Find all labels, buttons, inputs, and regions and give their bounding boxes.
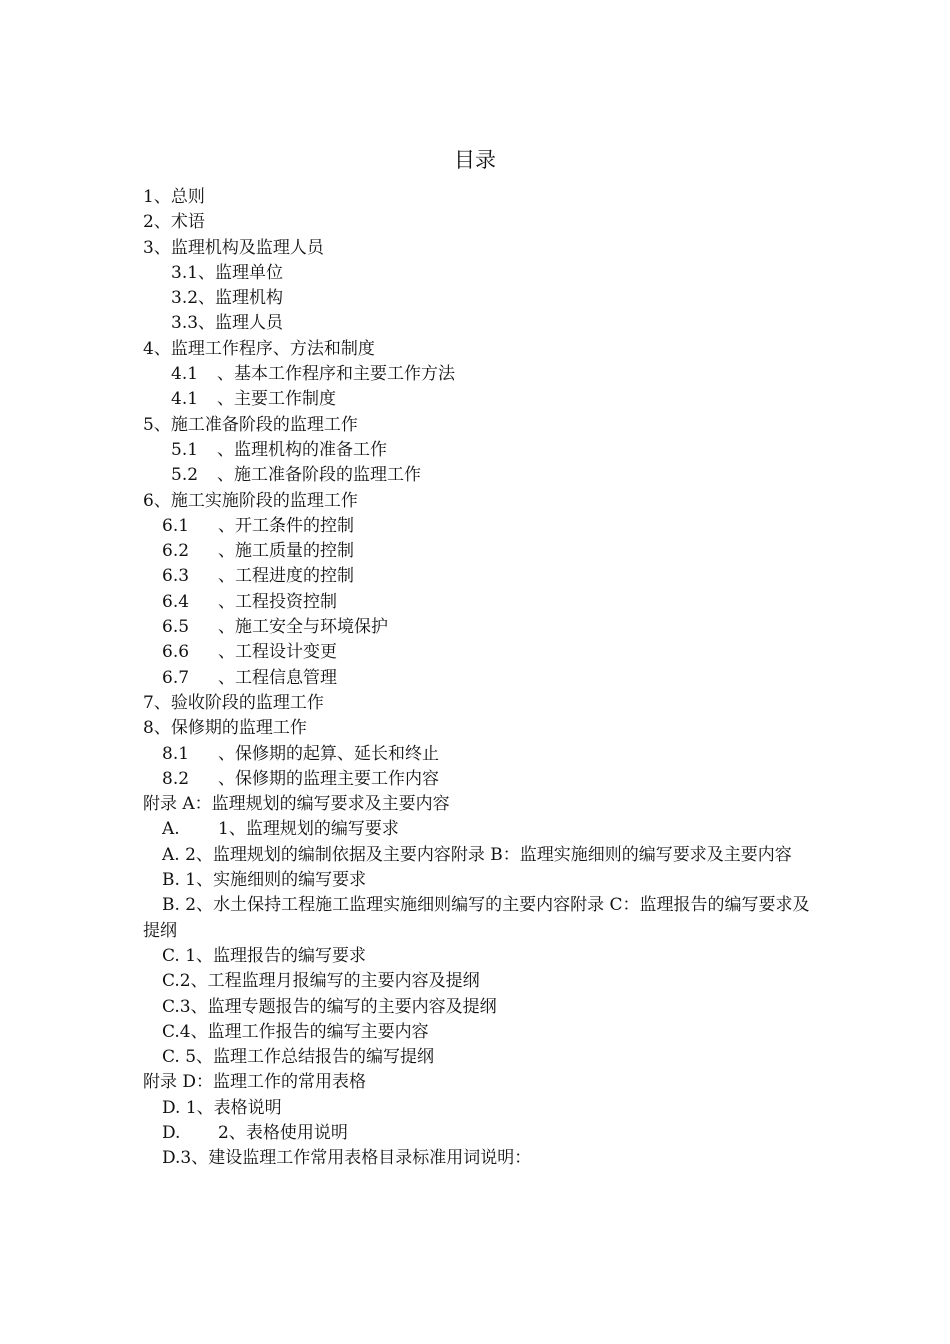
toc-number: A. <box>162 819 180 840</box>
toc-entry-6-7[interactable] <box>143 666 815 691</box>
toc-entry-1[interactable]: 1、总则 <box>143 187 205 207</box>
toc-entry-4-1b[interactable] <box>143 387 815 412</box>
toc-label: 、工程投资控制 <box>218 591 337 612</box>
toc-number: 5.2 <box>171 465 199 486</box>
toc-label: 、工程设计变更 <box>218 642 337 663</box>
toc-label: 、工程信息管理 <box>218 667 337 688</box>
toc-number: 8.2 <box>162 768 190 789</box>
toc-label: 、施工安全与环境保护 <box>218 617 388 638</box>
toc-entry-c-5[interactable]: C. 5、监理工作总结报告的编写提纲 <box>162 1047 435 1068</box>
toc-entry-8-2[interactable] <box>143 767 815 792</box>
toc-number: D. <box>162 1122 181 1143</box>
toc-entry-d-2[interactable] <box>143 1121 815 1146</box>
toc-entry-6-5[interactable] <box>143 615 815 640</box>
toc-entry-c-4[interactable]: C.4、监理工作报告的编写主要内容 <box>162 1021 429 1042</box>
toc-label: 、工程进度的控制 <box>218 566 354 587</box>
toc-entry-a-2[interactable]: A. 2、监理规划的编制依据及主要内容附录 B：监理实施细则的编写要求及主要内容 <box>162 844 792 865</box>
toc-entry-3-1[interactable]: 3.1、监理单位 <box>171 262 284 283</box>
toc-number: 6.1 <box>162 515 190 536</box>
toc-entry-c-2[interactable]: C.2、工程监理月报编写的主要内容及提纲 <box>162 971 480 992</box>
toc-entry-appendix-d[interactable]: 附录 D：监理工作的常用表格 <box>143 1072 367 1093</box>
toc-label: 、基本工作程序和主要工作方法 <box>217 364 455 385</box>
toc-entry-appendix-a[interactable]: 附录 A：监理规划的编写要求及主要内容 <box>143 794 450 815</box>
toc-entry-6-3[interactable] <box>143 564 815 589</box>
toc-entry-d-1[interactable]: D. 1、表格说明 <box>162 1097 282 1118</box>
toc-entry-6[interactable]: 6、施工实施阶段的监理工作 <box>143 490 358 511</box>
toc-label: 、开工条件的控制 <box>218 515 354 536</box>
toc-label: 2、表格使用说明 <box>218 1122 348 1143</box>
page-title: 目录 <box>454 148 496 172</box>
toc-entry-c-3[interactable]: C.3、监理专题报告的编写的主要内容及提纲 <box>162 996 497 1017</box>
toc-number: 6.6 <box>162 642 190 663</box>
toc-number: 5.1 <box>171 439 199 460</box>
toc-entry-3[interactable]: 3、监理机构及监理人员 <box>143 237 324 258</box>
toc-entry-c-1[interactable]: C. 1、监理报告的编写要求 <box>162 945 367 966</box>
toc-entry-a-1[interactable] <box>143 817 815 842</box>
toc-number: 6.3 <box>162 566 190 587</box>
toc-label: 1、监理规划的编写要求 <box>218 819 399 840</box>
toc-entry-4[interactable]: 4、监理工作程序、方法和制度 <box>143 338 375 359</box>
toc-entry-d-3[interactable]: D.3、建设监理工作常用表格目录标准用词说明： <box>162 1148 532 1169</box>
toc-number: 6.4 <box>162 591 190 612</box>
table-of-contents <box>143 185 815 1172</box>
toc-entry-3-2[interactable]: 3.2、监理机构 <box>171 288 284 309</box>
toc-entry-2[interactable]: 2、术语 <box>143 212 205 233</box>
toc-entry-4-1a[interactable] <box>143 362 815 387</box>
toc-entry-3-3[interactable]: 3.3、监理人员 <box>171 313 284 334</box>
toc-entry-b-2[interactable]: B. 2、水土保持工程施工监理实施细则编写的主要内容附录 C：监理报告的编写要求及提纲 <box>143 895 810 941</box>
toc-number: 4.1 <box>171 364 199 385</box>
toc-label: 、监理机构的准备工作 <box>217 439 387 460</box>
toc-entry-5-2[interactable] <box>143 463 815 488</box>
toc-entry-6-6[interactable] <box>143 640 815 665</box>
toc-entry-5-1[interactable] <box>143 438 815 463</box>
toc-entry-6-1[interactable] <box>143 514 815 539</box>
toc-entry-8-1[interactable] <box>143 742 815 767</box>
toc-entry-8[interactable]: 8、保修期的监理工作 <box>143 718 307 739</box>
toc-number: 8.1 <box>162 743 190 764</box>
toc-entry-7[interactable]: 7、验收阶段的监理工作 <box>143 692 324 713</box>
toc-label: 、施工准备阶段的监理工作 <box>217 465 421 486</box>
toc-number: 6.5 <box>162 617 190 638</box>
toc-label: 、施工质量的控制 <box>218 541 354 562</box>
toc-label: 、保修期的起算、延长和终止 <box>218 743 439 764</box>
toc-entry-6-4[interactable] <box>143 590 815 615</box>
toc-entry-b-1[interactable]: B. 1、实施细则的编写要求 <box>162 870 367 891</box>
toc-number: 6.2 <box>162 541 190 562</box>
toc-number: 6.7 <box>162 667 190 688</box>
toc-number: 4.1 <box>171 389 199 410</box>
toc-entry-6-2[interactable] <box>143 539 815 564</box>
toc-label: 、主要工作制度 <box>217 389 336 410</box>
toc-label: 、保修期的监理主要工作内容 <box>218 768 439 789</box>
toc-entry-5[interactable]: 5、施工准备阶段的监理工作 <box>143 414 358 435</box>
